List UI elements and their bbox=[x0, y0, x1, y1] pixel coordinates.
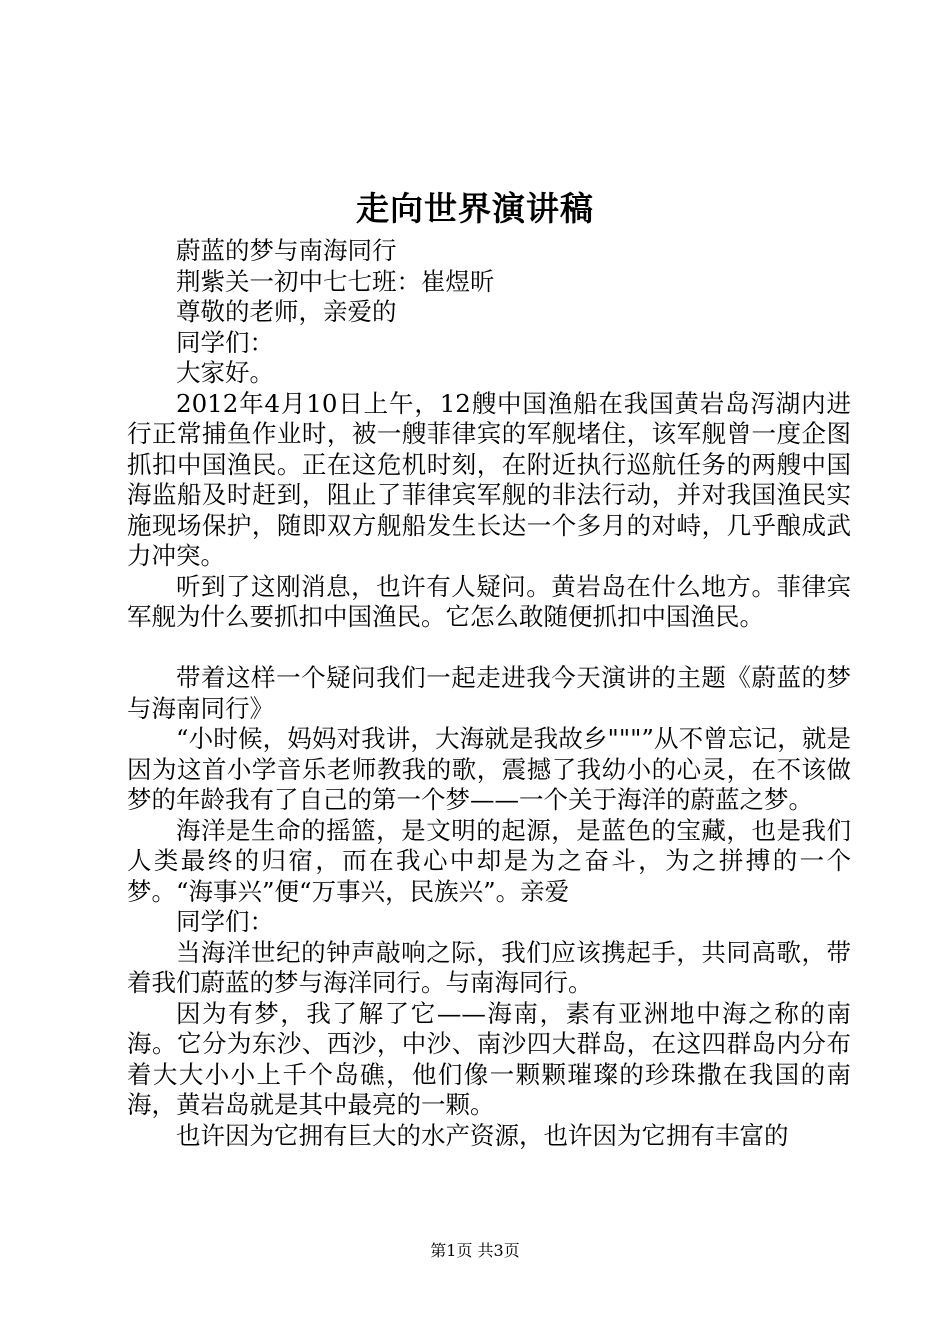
paragraph-blank bbox=[127, 633, 851, 664]
paragraph-subtitle: 蔚蓝的梦与南海同行 bbox=[176, 236, 397, 265]
paragraph-ocean: 海洋是生命的摇篮，是文明的起源，是蓝色的宝藏，也是我们人类最终的归宿，而在我心中却是为之奋斗，为之拼搏的一个梦。“海事兴”便“万事兴，民族兴”。亲爱 bbox=[127, 815, 851, 906]
paragraph-hello: 大家好。 bbox=[176, 358, 274, 387]
paragraph-century: 当海洋世纪的钟声敲响之际，我们应该携起手，共同高歌，带着我们蔚蓝的梦与海洋同行。与南海同行。 bbox=[127, 937, 851, 997]
paragraph-theme: 带着这样一个疑问我们一起走进我今天演讲的主题《蔚蓝的梦与海南同行》 bbox=[127, 663, 851, 723]
document-body bbox=[127, 236, 851, 1151]
paragraph-greeting-cont: 同学们： bbox=[176, 327, 274, 357]
paragraph-classmates: 同学们： bbox=[176, 907, 274, 936]
paragraph-question: 听到了这刚消息，也许有人疑问。黄岩岛在什么地方。菲律宾军舰为什么要抓扣中国渔民。它怎么敢随便抓扣中国渔民。 bbox=[127, 571, 851, 631]
paragraph-childhood: “小时候，妈妈对我讲，大海就是我故乡"""”从不曾忘记，就是因为这首小学音乐老师教我的歌，震撼了我幼小的心灵，在不该做梦的年龄我有了自己的第一个梦——一个关于海洋的蔚蓝之梦。 bbox=[127, 724, 851, 814]
document-title: 走向世界演讲稿 bbox=[356, 189, 594, 228]
page-number-footer: 第1页 共3页 bbox=[430, 1241, 520, 1260]
paragraph-resources: 也许因为它拥有巨大的水产资源，也许因为它拥有丰富的 bbox=[176, 1120, 789, 1150]
paragraph-greeting: 尊敬的老师，亲爱的 bbox=[176, 297, 397, 326]
paragraph-author: 荆紫关一初中七七班：崔煜昕 bbox=[176, 266, 495, 296]
paragraph-south-sea: 因为有梦，我了解了它——海南，素有亚洲地中海之称的南海。它分为东沙、西沙，中沙、南沙四大群岛，在这四群岛内分布着大大小小上千个岛礁，他们像一颗颗璀璨的珍珠撒在我国的南海，黄岩岛就是其中最亮的一颗。 bbox=[127, 998, 851, 1119]
paragraph-event: 2012年4月10日上午，12艘中国渔船在我国黄岩岛泻湖内进行正常捕鱼作业时，被一艘菲律宾的军舰堵住，该军舰曾一度企图抓扣中国渔民。正在这危机时刻，在附近执行巡航任务的两艘中国海监船及时赶到，阻止了菲律宾军舰的非法行动，并对我国渔民实施现场保护，随即双方舰船发生长达一个多月的对峙，几乎酿成武力冲突。 bbox=[127, 388, 851, 570]
